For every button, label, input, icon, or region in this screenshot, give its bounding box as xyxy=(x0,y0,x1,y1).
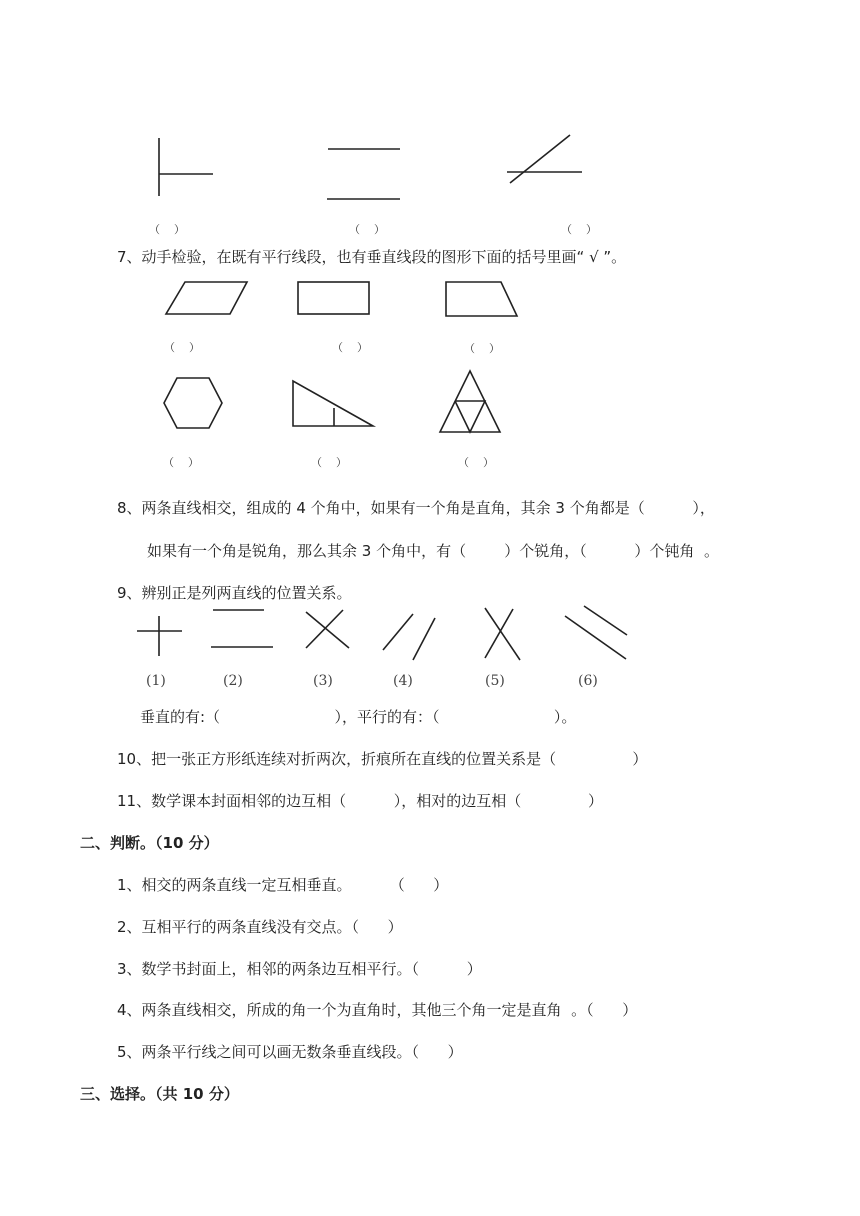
q9-label-1: (1) xyxy=(146,673,166,689)
q9-label-3: (3) xyxy=(313,673,333,689)
paren-q7-2[interactable]: （ ） xyxy=(332,341,368,354)
section3-title: 三、选择。（共 10 分） xyxy=(80,1085,239,1103)
q11-text[interactable]: 11、数学课本封面相邻的边互相（ ），相对的边互相（ ） xyxy=(117,792,604,810)
paren-top-1[interactable]: （ ） xyxy=(149,223,185,236)
q9-label-5: (5) xyxy=(485,673,505,689)
section2-title: 二、判断。（10 分） xyxy=(80,834,219,852)
paren-q7-5[interactable]: （ ） xyxy=(311,456,347,469)
q8-line2: 如果有一个角是锐角，那么其余 3 个角中，有（ ）个锐角，（ ）个钝角 。 xyxy=(147,542,719,560)
q10-text[interactable]: 10、把一张正方形纸连续对折两次，折痕所在直线的位置关系是（ ） xyxy=(117,750,648,768)
q9-label-6: (6) xyxy=(578,673,598,689)
figure-perpendicular-lines xyxy=(0,0,860,240)
q7-text: 7、动手检验，在既有平行线段，也有垂直线段的图形下面的括号里画“ √ ”。 xyxy=(117,248,627,266)
paren-q7-3[interactable]: （ ） xyxy=(464,342,500,355)
judge-item-1[interactable]: 1、相交的两条直线一定互相垂直。 （ ） xyxy=(117,876,449,894)
paren-q7-1[interactable]: （ ） xyxy=(164,341,200,354)
judge-item-4[interactable]: 4、两条直线相交，所成的角一个为直角时，其他三个角一定是直角 。（ ） xyxy=(117,1001,638,1019)
judge-item-5[interactable]: 5、两条平行线之间可以画无数条垂直线段。（ ） xyxy=(117,1043,463,1061)
q9-label-2: (2) xyxy=(223,673,243,689)
judge-item-3[interactable]: 3、数学书封面上，相邻的两条边互相平行。（ ） xyxy=(117,960,482,978)
q9-label-4: (4) xyxy=(393,673,413,689)
q9-line-figures xyxy=(0,600,860,670)
q9-answer[interactable]: 垂直的有:（ ），平行的有：（ ）。 xyxy=(140,708,577,726)
paren-top-3[interactable]: （ ） xyxy=(561,223,597,236)
paren-q7-6[interactable]: （ ） xyxy=(458,456,494,469)
judge-item-2[interactable]: 2、互相平行的两条直线没有交点。（ ） xyxy=(117,918,403,936)
paren-top-2[interactable]: （ ） xyxy=(349,223,385,236)
q7-shapes xyxy=(0,270,860,440)
paren-q7-4[interactable]: （ ） xyxy=(163,456,199,469)
q9-text: 9、辨别正是列两直线的位置关系。 xyxy=(117,584,352,602)
q8-line1: 8、两条直线相交，组成的 4 个角中，如果有一个角是直角，其余 3 个角都是（ ）， xyxy=(117,499,715,517)
